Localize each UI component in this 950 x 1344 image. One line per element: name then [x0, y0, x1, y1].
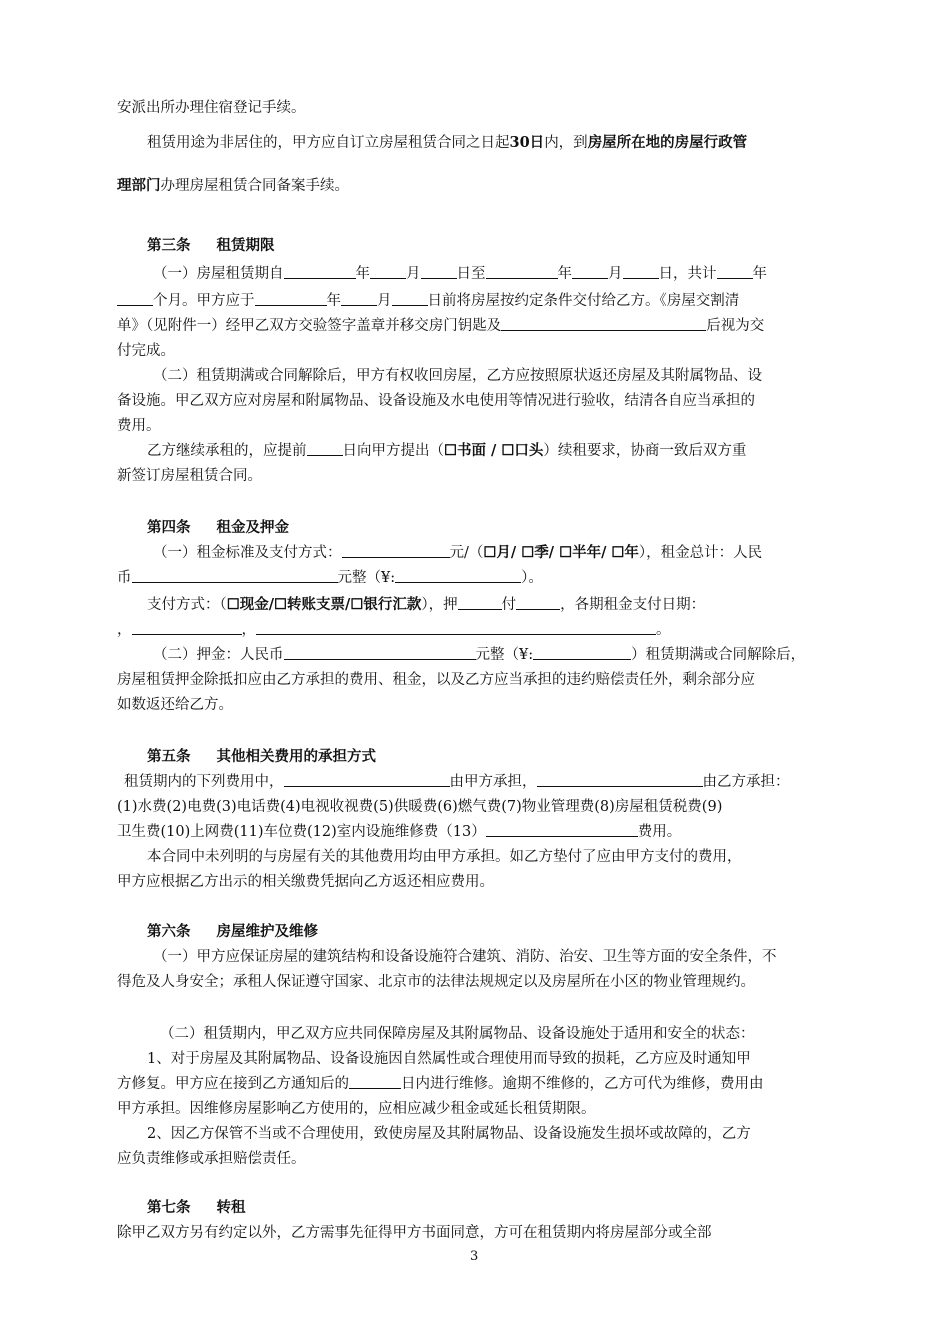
paragraph-line: 费用。 [117, 418, 161, 434]
paragraph-line: 1、对于房屋及其附属物品、设备设施因自然属性或合理使用而导致的损耗，乙方应及时通知甲 [147, 1051, 751, 1067]
blank-field [255, 291, 327, 306]
article-heading: 第五条 其他相关费用的承担方式 [147, 748, 376, 765]
blank-field [537, 772, 703, 787]
blank-field [342, 543, 450, 558]
paragraph-line: 甲方应根据乙方出示的相关缴费凭据向乙方返还相应费用。 [117, 874, 494, 890]
article-heading: 第四条 租金及押金 [147, 519, 289, 536]
paragraph-line: 甲方承担。因维修房屋影响乙方使用的，应相应减少租金或延长租赁期限。 [117, 1101, 596, 1117]
blank-field [516, 595, 560, 610]
blank-field [341, 291, 377, 306]
paragraph-line: 单》（见附件一）经甲乙双方交验签字盖章并移交房门钥匙及 后视为交 [117, 318, 765, 334]
article-heading: 第三条 租赁期限 [147, 237, 275, 254]
paragraph-line: （一）租金标准及支付方式： 元/（☐月/ ☐季/ ☐半年/ ☐年），租金总计：人民 [153, 544, 763, 561]
paragraph-line: 租赁期内的下列费用中， 由甲方承担， 由乙方承担： [124, 774, 790, 790]
paragraph-line: （二）租赁期满或合同解除后，甲方有权收回房屋，乙方应按照原状返还房屋及其附属物品、设 [153, 368, 762, 384]
blank-field [132, 620, 242, 635]
blank-field [256, 620, 656, 635]
paragraph-line: 如数返还给乙方。 [117, 697, 233, 713]
paragraph-line: （二）租赁期内，甲乙双方应共同保障房屋及其附属物品、设备设施处于适用和安全的状态： [160, 1026, 755, 1042]
blank-field [421, 264, 457, 279]
paragraph-line: 卫生费(10)上网费(11)车位费(12)室内设施维修费（13） 费用。 [117, 824, 682, 840]
blank-field [458, 595, 502, 610]
paragraph-line: 本合同中未列明的与房屋有关的其他费用均由甲方承担。如乙方垫付了应由甲方支付的费用， [147, 849, 742, 865]
blank-field [307, 441, 343, 456]
paragraph-line: 新签订房屋租赁合同。 [117, 468, 262, 484]
blank-field [284, 264, 356, 279]
paragraph-line: 支付方式：（☐现金/☐转账支票/☐银行汇款），押 付 ，各期租金支付日期： [147, 596, 706, 613]
paragraph-line: 房屋租赁押金除抵扣应由乙方承担的费用、租金，以及乙方应当承担的违约赔偿责任外，剩余部分应 [117, 672, 755, 688]
paragraph-line: 方修复。甲方应在接到乙方通知后的 日内进行维修。逾期不维修的，乙方可代为维修，费用由 [117, 1076, 764, 1092]
paragraph-line: 租赁用途为非居住的，甲方应自订立房屋租赁合同之日起30日内，到房屋所在地的房屋行政管 [147, 134, 748, 151]
blank-field [533, 645, 631, 660]
blank-field [395, 568, 521, 583]
paragraph-line: （一）甲方应保证房屋的建筑结构和设备设施符合建筑、消防、治安、卫生等方面的安全条件，不 [153, 949, 777, 965]
paragraph-line: 安派出所办理住宿登记手续。 [117, 100, 306, 116]
paragraph-line: (1)水费(2)电费(3)电话费(4)电视收视费(5)供暖费(6)燃气费(7)物业管理费(8)房屋租赁税费(9) [117, 799, 723, 815]
blank-field [132, 568, 338, 583]
article-heading: 第六条 房屋维护及维修 [147, 923, 318, 940]
blank-field [501, 316, 706, 331]
paragraph-line: 币 元整（¥: ）。 [117, 570, 543, 586]
paragraph-line: 理部门办理房屋租赁合同备案手续。 [117, 177, 349, 194]
blank-field [117, 291, 153, 306]
paragraph-line: 备设施。甲乙双方应对房屋和附属物品、设备设施及水电使用等情况进行验收，结清各自应当承担的 [117, 393, 755, 409]
blank-field [623, 264, 659, 279]
blank-field [370, 264, 406, 279]
blank-field [572, 264, 608, 279]
page-number: 3 [470, 1249, 479, 1264]
blank-field [284, 645, 476, 660]
paragraph-line: 付完成。 [117, 343, 175, 359]
blank-field [486, 264, 558, 279]
paragraph-line: 乙方继续承租的，应提前 日向甲方提出（☐书面 / ☐口头）续租要求，协商一致后双方重 [147, 442, 747, 459]
blank-field [486, 822, 638, 837]
blank-field [717, 264, 753, 279]
paragraph-line: ， ， 。 [117, 622, 671, 638]
paragraph-line: 除甲乙双方另有约定以外，乙方需事先征得甲方书面同意，方可在租赁期内将房屋部分或全部 [117, 1225, 712, 1241]
paragraph-line: （一）房屋租赁期自 年 月 日至 年 月 日，共计 年 [153, 266, 767, 282]
paragraph-line: 得危及人身安全；承租人保证遵守国家、北京市的法律法规规定以及房屋所在小区的物业管理规约。 [117, 974, 755, 990]
paragraph-line: 应负责维修或承担赔偿责任。 [117, 1151, 306, 1167]
paragraph-line: 个月。甲方应于 年 月 日前将房屋按约定条件交付给乙方。《房屋交割清 [117, 291, 837, 311]
blank-field [284, 772, 450, 787]
blank-field [349, 1074, 401, 1089]
article-heading: 第七条 转租 [147, 1199, 246, 1216]
blank-field [392, 291, 428, 306]
paragraph-line: （二）押金：人民币 元整（¥: ）租赁期满或合同解除后， [153, 647, 806, 663]
paragraph-line: 2、因乙方保管不当或不合理使用，致使房屋及其附属物品、设备设施发生损坏或故障的，乙方 [147, 1126, 751, 1142]
